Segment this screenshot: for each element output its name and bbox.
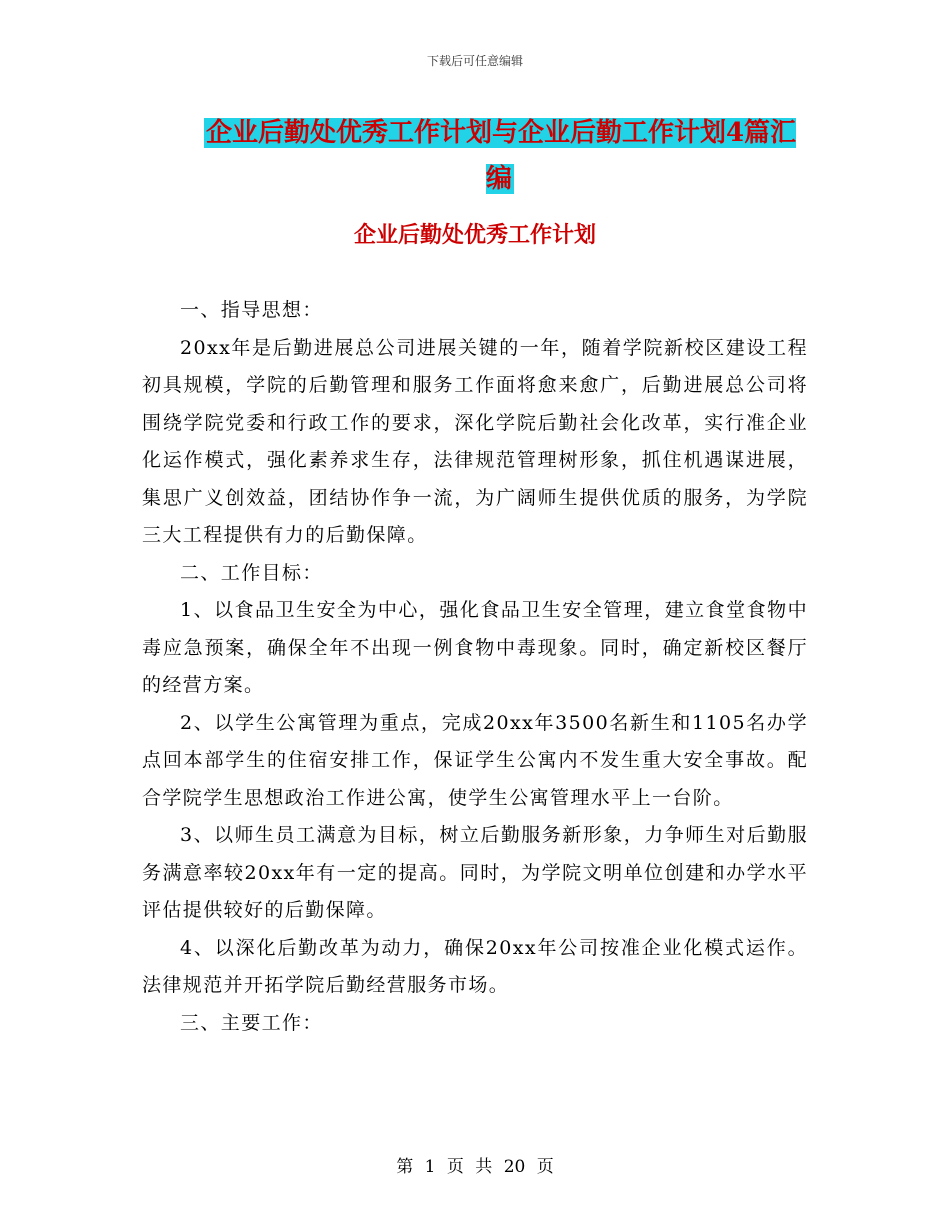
- paragraph-goal-4: 4、以深化后勤改革为动力，确保20xx年公司按准企业化模式运作。法律规范并开拓学院后勤经营服务市场。: [142, 936, 808, 996]
- section-title: 企业后勤处优秀工作计划: [353, 222, 596, 248]
- document-body: [142, 292, 808, 1042]
- document-title: [190, 110, 810, 202]
- heading-work-goals: 二、工作目标：: [180, 561, 323, 584]
- paragraph-goal-2: 2、以学生公寓管理为重点，完成20xx年3500名新生和1105名办学点回本部学生的住宿安排工作，保证学生公寓内不发生重大安全事故。配合学院学生思想政治工作进公寓，使学生公寓管理水平上一台阶。: [142, 711, 808, 809]
- heading-guiding-thought: 一、指导思想：: [180, 299, 323, 321]
- header-note: 下载后可任意编辑: [426, 54, 523, 68]
- paragraph-goal-1: 1、以食品卫生安全为中心，强化食品卫生安全管理，建立食堂食物中毒应急预案，确保全年不出现一例食物中毒现象。同时，确定新校区餐厅的经营方案。: [142, 599, 808, 696]
- paragraph-goal-3: 3、以师生员工满意为目标，树立后勤服务新形象，力争师生对后勤服务满意率较20xx年有一定的提高。同时，为学院文明单位创建和办学水平评估提供较好的后勤保障。: [142, 824, 808, 921]
- heading-main-work: 三、主要工作：: [180, 1011, 323, 1034]
- page-number: 第 1 页 共 20 页: [396, 1157, 554, 1177]
- paragraph-intro: 20xx年是后勤进展总公司进展关键的一年，随着学院新校区建设工程初具规模，学院的后勤管理和服务工作面将愈来愈广，后勤进展总公司将围绕学院党委和行政工作的要求，深化学院后勤社会化改革，实行准企业化运作模式，强化素养求生存，法律规范管理树形象，抓住机遇谋进展，集思广义创效益，团结协作争一流，为广阔师生提供优质的服务，为学院三大工程提供有力的后勤保障。: [142, 336, 808, 546]
- document-title-text: 企业后勤处优秀工作计划与企业后勤工作计划4篇汇编: [205, 118, 797, 194]
